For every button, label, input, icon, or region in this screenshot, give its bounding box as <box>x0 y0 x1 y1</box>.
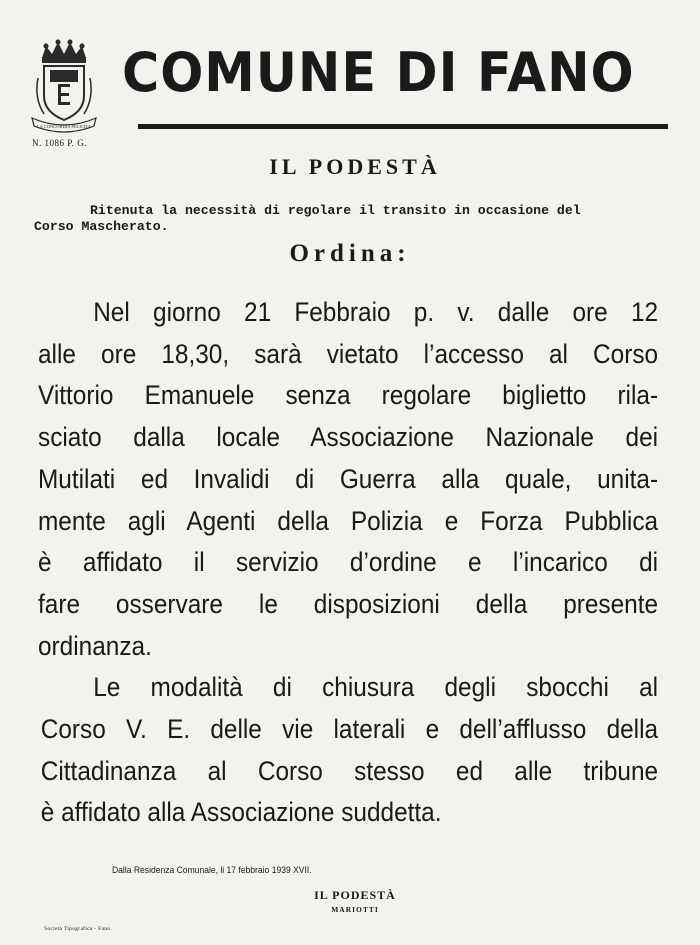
dated-line: Dalla Residenza Comunale, li 17 febbraio 1939 XVII. <box>112 865 312 875</box>
order-line: ordinanza. <box>38 630 152 661</box>
order-heading: Ordina: <box>289 240 411 267</box>
order-line: Vittorio Emanuele senza regolare biglietto rila- <box>38 380 659 411</box>
order-line: Cittadinanza al Corso stesso ed alle tribune <box>40 755 659 786</box>
preamble <box>34 203 670 235</box>
title-underline <box>138 124 668 129</box>
protocol-number: N. 1086 P. G. <box>32 138 88 148</box>
order-line: sciato dalla locale Associazione Nazionale dei <box>38 422 659 453</box>
crest-motto: LA CONCORDIA FELICITA <box>36 124 92 129</box>
order-text <box>38 292 659 834</box>
order-line: è affidato alla Associazione suddetta. <box>40 797 442 828</box>
order-line: alle ore 18,30, sarà vietato l’accesso al Corso <box>38 338 659 369</box>
order-line: Nel giorno 21 Febbraio p. v. dalle ore 12 <box>93 297 659 327</box>
preamble-line: Corso Mascherato. <box>34 219 169 234</box>
fano-coat-of-arms <box>28 38 100 138</box>
order-line: Le modalità di chiusura degli sbocchi al <box>93 672 659 703</box>
order-line: fare osservare le disposizioni della presente <box>38 588 659 619</box>
order-line: Corso V. E. delle vie laterali e dell’afflusso della <box>40 714 659 745</box>
signature-name: MARIOTTI <box>331 905 379 914</box>
authority-heading: IL PODESTÀ <box>269 154 441 179</box>
page-title: COMUNE DI FANO <box>122 41 635 104</box>
signature-title: IL PODESTÀ <box>314 888 396 902</box>
order-line: Mutilati ed Invalidi di Guerra alla quale, unita- <box>38 463 659 494</box>
order-line: mente agli Agenti della Polizia e Forza Pubblica <box>38 505 659 536</box>
printer-credit: Società Tipografica - Fano. <box>44 926 112 932</box>
order-line: è affidato il servizio d’ordine e l’incarico di <box>38 547 659 578</box>
preamble-line: Ritenuta la necessità di regolare il transito in occasione del <box>90 203 581 218</box>
